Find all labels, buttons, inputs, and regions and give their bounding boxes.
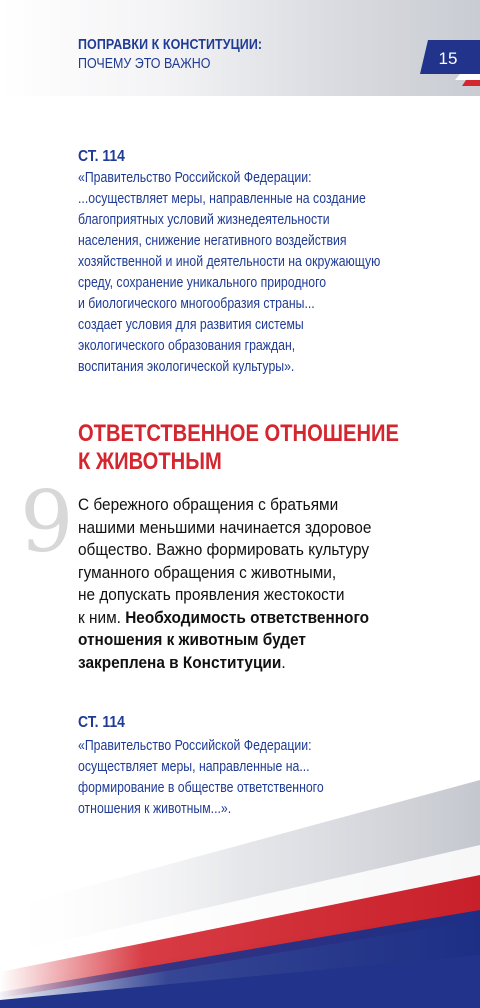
quote-line: отношения к животным...». bbox=[78, 801, 232, 817]
quote-line: «Правительство Российской Федерации: bbox=[78, 170, 312, 186]
page-number: 15 bbox=[438, 49, 458, 68]
body-bold-text: Необходимость ответственного bbox=[125, 608, 370, 627]
section-title-line: ОТВЕТСТВЕННОЕ ОТНОШЕНИЕ bbox=[78, 420, 399, 447]
body-text: к ним. bbox=[78, 608, 126, 627]
body-line bbox=[78, 629, 371, 652]
section-number: 9 bbox=[20, 473, 74, 571]
article-quote bbox=[78, 168, 442, 378]
body-line bbox=[78, 607, 371, 630]
quote-line: среду, сохранение уникального природного bbox=[78, 275, 327, 291]
section-title-line: К ЖИВОТНЫМ bbox=[78, 448, 222, 475]
header-title: ПОПРАВКИ К КОНСТИТУЦИИ: bbox=[78, 37, 263, 53]
quote-line: ...осуществляет меры, направленные на создание bbox=[78, 191, 366, 207]
tricolor-decoration bbox=[0, 760, 480, 1008]
quote-line: экологического образования граждан, bbox=[78, 338, 296, 354]
quote-line: «Правительство Российской Федерации: bbox=[78, 738, 312, 754]
quote-line: хозяйственной и иной деятельности на окружающую bbox=[78, 254, 381, 270]
quote-line: благоприятных условий жизнедеятельности bbox=[78, 212, 330, 228]
body-text: . bbox=[281, 653, 286, 672]
quote-line: воспитания экологической культуры». bbox=[78, 359, 295, 375]
body-line bbox=[78, 652, 371, 675]
article-label: СТ. 114 bbox=[78, 714, 125, 731]
body-bold-text: закреплена в Конституции bbox=[78, 653, 282, 672]
section-title bbox=[78, 420, 460, 476]
body-bold-text: отношения к животным будет bbox=[78, 631, 306, 649]
body-line: общество. Важно формировать культуру bbox=[78, 541, 370, 559]
header-subtitle: ПОЧЕМУ ЭТО ВАЖНО bbox=[78, 56, 211, 72]
quote-line: осуществляет меры, направленные на... bbox=[78, 759, 310, 775]
page-header bbox=[0, 0, 480, 96]
quote-line: формирование в обществе ответственного bbox=[78, 780, 324, 796]
body-line: С бережного обращения с братьями bbox=[78, 496, 339, 514]
body-line: не допускать проявления жестокости bbox=[78, 586, 345, 604]
article-label: СТ. 114 bbox=[78, 148, 125, 165]
body-line: гуманного обращения с животными, bbox=[78, 563, 337, 582]
section-body bbox=[78, 494, 387, 674]
quote-line: населения, снижение негативного воздействия bbox=[78, 233, 347, 249]
quote-line: и биологического многообразия страны... bbox=[78, 296, 315, 312]
body-line: нашими меньшими начинается здоровое bbox=[78, 518, 372, 537]
quote-line: создает условия для развития системы bbox=[78, 317, 304, 333]
